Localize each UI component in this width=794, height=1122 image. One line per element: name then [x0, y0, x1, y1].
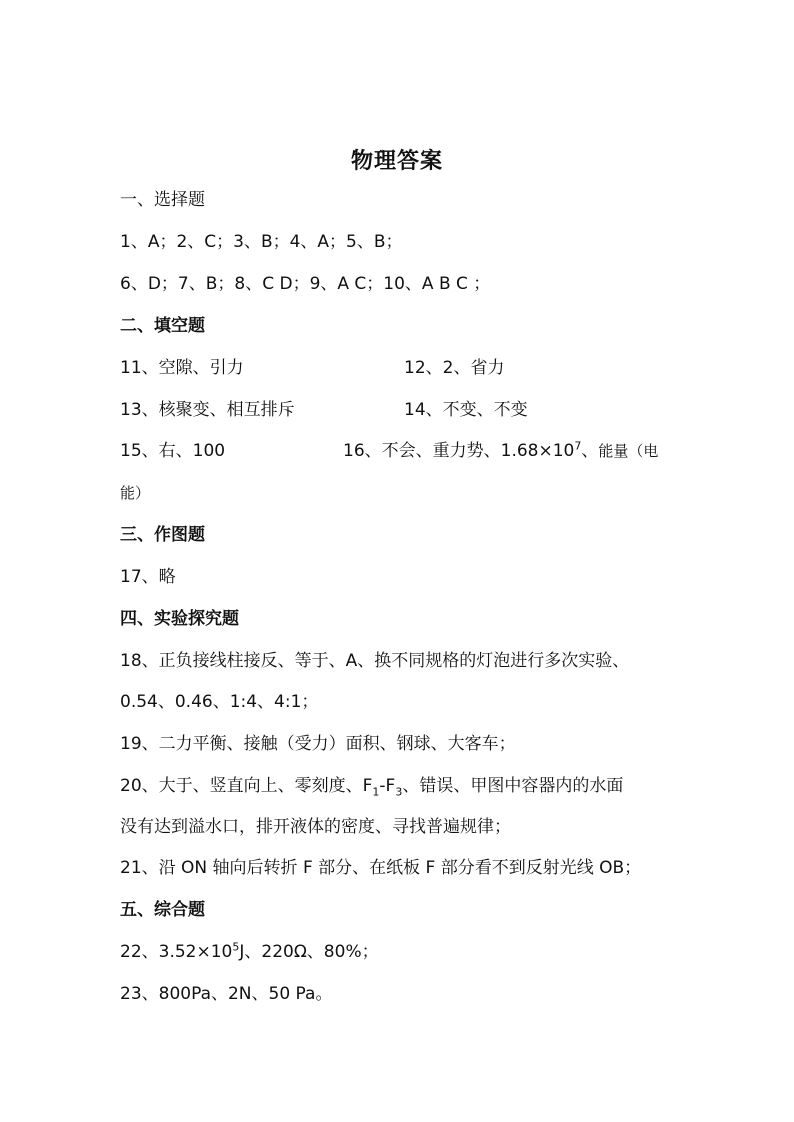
answer-q18-line2: 0.54、0.46、1:4、4:1； — [120, 692, 319, 712]
answer-q14: 14、不变、不变 — [404, 400, 528, 420]
answer-q20-line2: 没有达到溢水口，排开液体的密度、寻找普遍规律； — [120, 817, 511, 837]
answer-line-6-10: 6、D；7、B；8、C D；9、A C；10、A B C ； — [120, 274, 491, 294]
section-heading-drawing: 三、作图题 — [120, 525, 205, 545]
answer-q22 — [120, 941, 379, 963]
answer-q20-part1: 20、大于、竖直向上、零刻度、F — [120, 776, 373, 796]
answer-q16-exponent: 7 — [574, 439, 582, 453]
answer-q20-line1 — [120, 775, 623, 797]
answer-q22-text: 22、3.52×10 — [120, 942, 233, 962]
answer-q15: 15、右、100 — [120, 441, 226, 461]
answer-q13: 13、核聚变、相互排斥 — [120, 400, 295, 420]
answer-q12: 12、2、省力 — [404, 358, 505, 378]
answer-q18-line1: 18、正负接线柱接反、等于、A、换不同规格的灯泡进行多次实验、 — [120, 651, 630, 671]
answer-q17: 17、略 — [120, 567, 176, 587]
answer-q20-sub2: 3 — [395, 785, 403, 799]
answer-q16-text: 16、不会、重力势、1.68×10 — [343, 441, 575, 461]
answer-q22-exponent: 5 — [232, 940, 240, 954]
answer-q22-rest: J、220Ω、80%； — [239, 942, 379, 962]
answer-line-1-5: 1、A；2、C；3、B；4、A；5、B； — [120, 232, 403, 252]
answer-q16-small: 能量（电 — [598, 442, 659, 460]
answer-q23: 23、800Pa、2N、50 Pa。 — [120, 984, 333, 1004]
answer-q20-sub1: 1 — [372, 785, 380, 799]
answer-q21: 21、沿 ON 轴向后转折 F 部分、在纸板 F 部分看不到反射光线 OB； — [120, 858, 642, 878]
answer-q20-dash: -F — [379, 776, 396, 796]
answer-q16-sep: 、 — [581, 441, 599, 461]
answer-q19: 19、二力平衡、接触（受力）面积、钢球、大客车； — [120, 734, 516, 754]
answer-q20-part2: 、错误、甲图中容器内的水面 — [402, 776, 624, 796]
section-heading-experiment: 四、实验探究题 — [120, 609, 239, 629]
page-title: 物理答案 — [350, 149, 443, 174]
section-heading-comprehensive: 五、综合题 — [120, 900, 205, 920]
answer-q11: 11、空隙、引力 — [120, 358, 244, 378]
section-heading-choice: 一、选择题 — [120, 190, 205, 210]
answer-q16 — [343, 440, 658, 462]
section-heading-fill-blank: 二、填空题 — [120, 316, 205, 336]
answer-q16-wrap: 能） — [120, 484, 151, 502]
